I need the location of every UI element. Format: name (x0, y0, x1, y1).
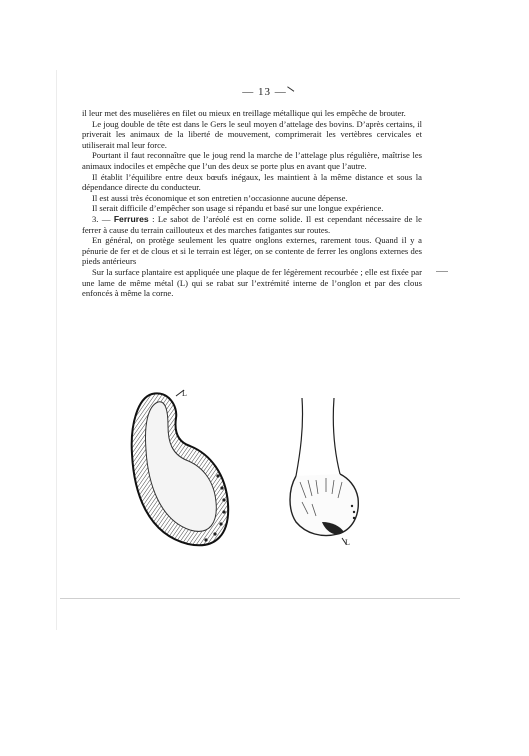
page-bottom-rule (60, 598, 460, 599)
body-text (82, 108, 422, 299)
section-title: Ferrures (113, 213, 149, 224)
paragraph: il leur met des muselières en filet ou mieux en treillage métallique qui les empêche de brouter. (82, 108, 406, 118)
page-number: — 13 — (242, 86, 287, 98)
paragraph: Il établit l’équilibre entre deux bœufs inégaux, les maintient à la même distance et sous la dépendance directe du conducteur. (82, 171, 422, 193)
figure-label: L (182, 389, 187, 398)
figure-label: L (345, 538, 350, 547)
section-paragraph (82, 214, 422, 235)
scan-edge (56, 70, 57, 630)
paragraph: Le joug double de tête est dans le Gers le seul moyen d’attelage des bovins. D’après certains, il priverait les animaux de la liberté de mouvement, comprimerait les vertèbres cervicales et utiliserait mal leur force. (82, 118, 422, 150)
margin-dash (436, 271, 448, 272)
paragraph: Il est aussi très économique et son entretien n’occasionne aucune dépense. (92, 192, 348, 203)
paragraph: Sur la surface plantaire est appliquée une plaque de fer légèrement recourbée ; elle est fixée par une lame de même métal (L) qui se rabat sur l’extrémité interne de l’onglon et par des clous enfoncés à même la corne. (82, 266, 422, 299)
hoof-leg-illustration (282, 398, 366, 558)
section-text: : Le sabot de l’aréolé est en corne solide. Il est cependant nécessaire de le ferrer à cause du terrain caillouteux et des marches fatigantes sur routes. (82, 213, 422, 235)
paragraph: Il serait difficile d’empêcher son usage si répandu et basé sur une longue expérience. (92, 203, 384, 214)
paragraph: En général, on protège seulement les quatre onglons externes, rarement tous. Quand il y a pénurie de fer et de clous et si le terrain est léger, on se contente de ferrer les onglons externes des pieds antérieurs (82, 235, 422, 267)
hoof-plate-illustration (118, 384, 238, 552)
paragraph: Pourtant il faut reconnaître que le joug rend la marche de l’attelage plus régulière, maîtrise les animaux indociles et empêche que l’un des deux se porte plus en avant que l’autre. (82, 150, 422, 171)
section-number: 3. — (92, 213, 114, 224)
